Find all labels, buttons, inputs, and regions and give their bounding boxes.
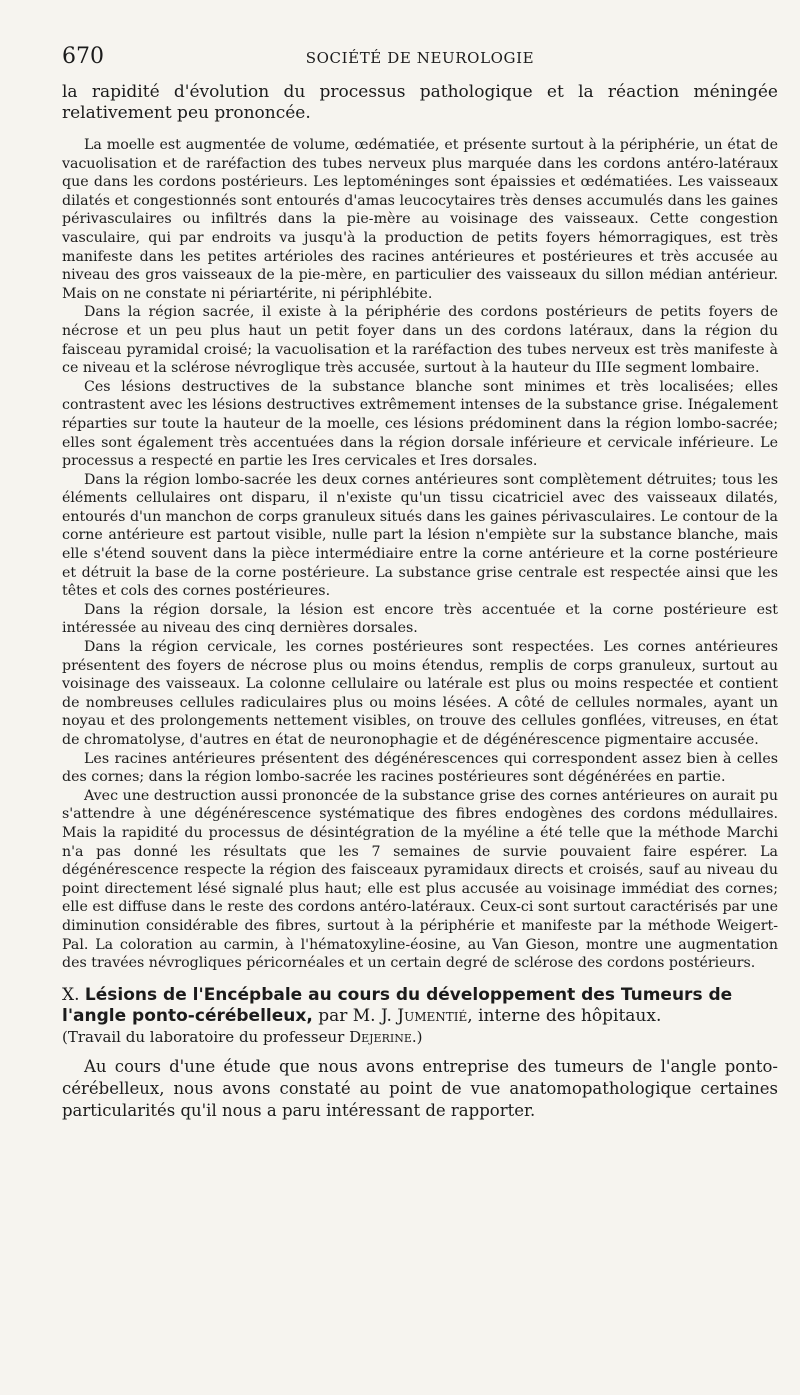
paragraph-4: Dans la région lombo-sacrée les deux cornes antérieures sont complètement détruites; tous les éléments cellulaires ont disparu, il n'existe qu'un tissu cicatriciel avec des vaisseaux dilatés, entourés d'un manchon de corps granuleux situés dans les gaines périvasculaires. Le contour de la corne antérieure est partout visible, nulle part la lésion n'empiète sur la substance blanche, mais elle s'étend souvent dans la pièce intermédiaire entre la corne antérieure et la corne postérieure et détruit la base de la corne postérieure. La substance grise centrale est respectée ainsi que les têtes et cols des cornes postérieures. <box>62 471 778 600</box>
body-text <box>62 136 778 973</box>
closing-paragraph: Au cours d'une étude que nous avons entreprise des tumeurs de l'angle ponto-cérébelleux, nous avons constaté au point de vue anatomopathologique certaines particularités qu'il nous a paru intéressant de rapporter. <box>62 1056 778 1120</box>
page-number: 670 <box>62 44 104 69</box>
paragraph-7: Les racines antérieures présentent des dégénérescences qui correspondent assez bien à celles des cornes; dans la région lombo-sacrée les racines postérieures sont dégénérées en partie. <box>62 750 778 786</box>
author-suffix: , interne des hôpitaux. <box>467 1005 662 1026</box>
lead-paragraph: la rapidité d'évolution du processus pathologique et la réaction méningée relativement peu prononcée. <box>62 82 778 123</box>
lab-prefix: (Travail du laboratoire du professeur <box>62 1027 345 1046</box>
section-number: X. <box>62 984 80 1005</box>
lab-name: Dejerine <box>349 1027 412 1046</box>
paragraph-8: Avec une destruction aussi prononcée de la substance grise des cornes antérieures on aurait pu s'attendre à une dégénérescence systématique des fibres endogènes des cordons médullaires. Mais la rapidité du processus de désintégration de la myéline a été telle que la méthode Marchi n'a pas donné les résultats que les 7 semaines de survie pouvaient faire espérer. La dégénérescence respecte la région des faisceaux pyramidaux directs et croisés, sauf au niveau du point directement lésé signalé plus haut; elle est plus accusée au voisinage immédiat des cornes; elle est diffuse dans le reste des cordons antéro-latéraux. Ceux-ci sont surtout caractérisés par une diminution considérable des fibres, surtout à la périphérie et manifeste par la méthode Weigert-Pal. La coloration au carmin, à l'hématoxyline-éosine, au Van Gieson, montre une augmentation des travées névrogliques péricornéales et un certain degré de sclérose des cordons postérieurs. <box>62 787 778 972</box>
paragraph-2: Dans la région sacrée, il existe à la périphérie des cordons postérieurs de petits foyers de nécrose et un peu plus haut un petit foyer dans un des cordons latéraux, dans la région du faisceau pyramidal croisé; la vacuolisation et la raréfaction des tubes nerveux est très manifeste à ce niveau et la sclérose névroglique très accusée, surtout à la hauteur du IIIe segment lombaire. <box>62 304 778 377</box>
paragraph-1: La moelle est augmentée de volume, œdématiée, et présente surtout à la périphérie, un état de vacuolisation et de raréfaction des tubes nerveux plus marquée dans les cordons antéro-latéraux que dans les cordons postérieurs. Les leptoméninges sont épaissies et œdématiées. Les vaisseaux dilatés et congestionnés sont entourés d'amas leucocytaires très denses accumulés dans les gaines périvasculaires ou infiltrés dans la pie-mère au voisinage des vaisseaux. Cette congestion vasculaire, qui par endroits va jusqu'à la production de petits foyers hémorragiques, est très manifeste dans les petites artérioles des racines antérieures et postérieures et très accusée au niveau des gros vaisseaux de la pie-mère, en particulier des vaisseaux du sillon médian antérieur. Mais on ne constate ni périartérite, ni périphlébite. <box>62 137 778 302</box>
running-head: SOCIÉTÉ DE NEUROLOGIE <box>305 49 535 67</box>
paragraph-3: Ces lésions destructives de la substance blanche sont minimes et très localisées; elles contrastent avec les lésions destructives extrêmement intenses de la substance grise. Inégalement réparties sur toute la hauteur de la moelle, ces lésions prédominent dans la région lombo-sacrée; elles sont également très accentuées dans la région dorsale inférieure et cervicale inférieure. Le processus a respecté en partie les Ires cervicales et Ires dorsales. <box>62 378 778 470</box>
page <box>62 44 778 1122</box>
lab-credit <box>62 1027 778 1048</box>
author-prefix: par M. J. <box>318 1005 392 1026</box>
section-heading <box>62 985 778 1048</box>
lab-suffix: .) <box>411 1027 423 1046</box>
page-header <box>62 44 778 80</box>
author-name: Jumentié <box>397 1005 468 1026</box>
section-title: Lésions de l'Encépbale au cours du développement des Tumeurs de l'angle ponto-cérébelleux, <box>62 984 733 1026</box>
paragraph-5: Dans la région dorsale, la lésion est encore très accentuée et la corne postérieure est intéressée au niveau des cinq dernières dorsales. <box>62 601 778 637</box>
paragraph-6: Dans la région cervicale, les cornes postérieures sont respectées. Les cornes antérieures présentent des foyers de nécrose plus ou moins étendus, remplis de corps granuleux, surtout au voisinage des vaisseaux. La colonne cellulaire ou latérale est plus ou moins respectée et contient de nombreuses cellules radiculaires plus ou moins lésées. A côté de cellules normales, ayant un noyau et des prolongements nettement visibles, on trouve des cellules gonflées, vitreuses, en état de chromatolyse, d'autres en état de neuronophagie et de dégénérescence pigmentaire accusée. <box>62 639 778 748</box>
